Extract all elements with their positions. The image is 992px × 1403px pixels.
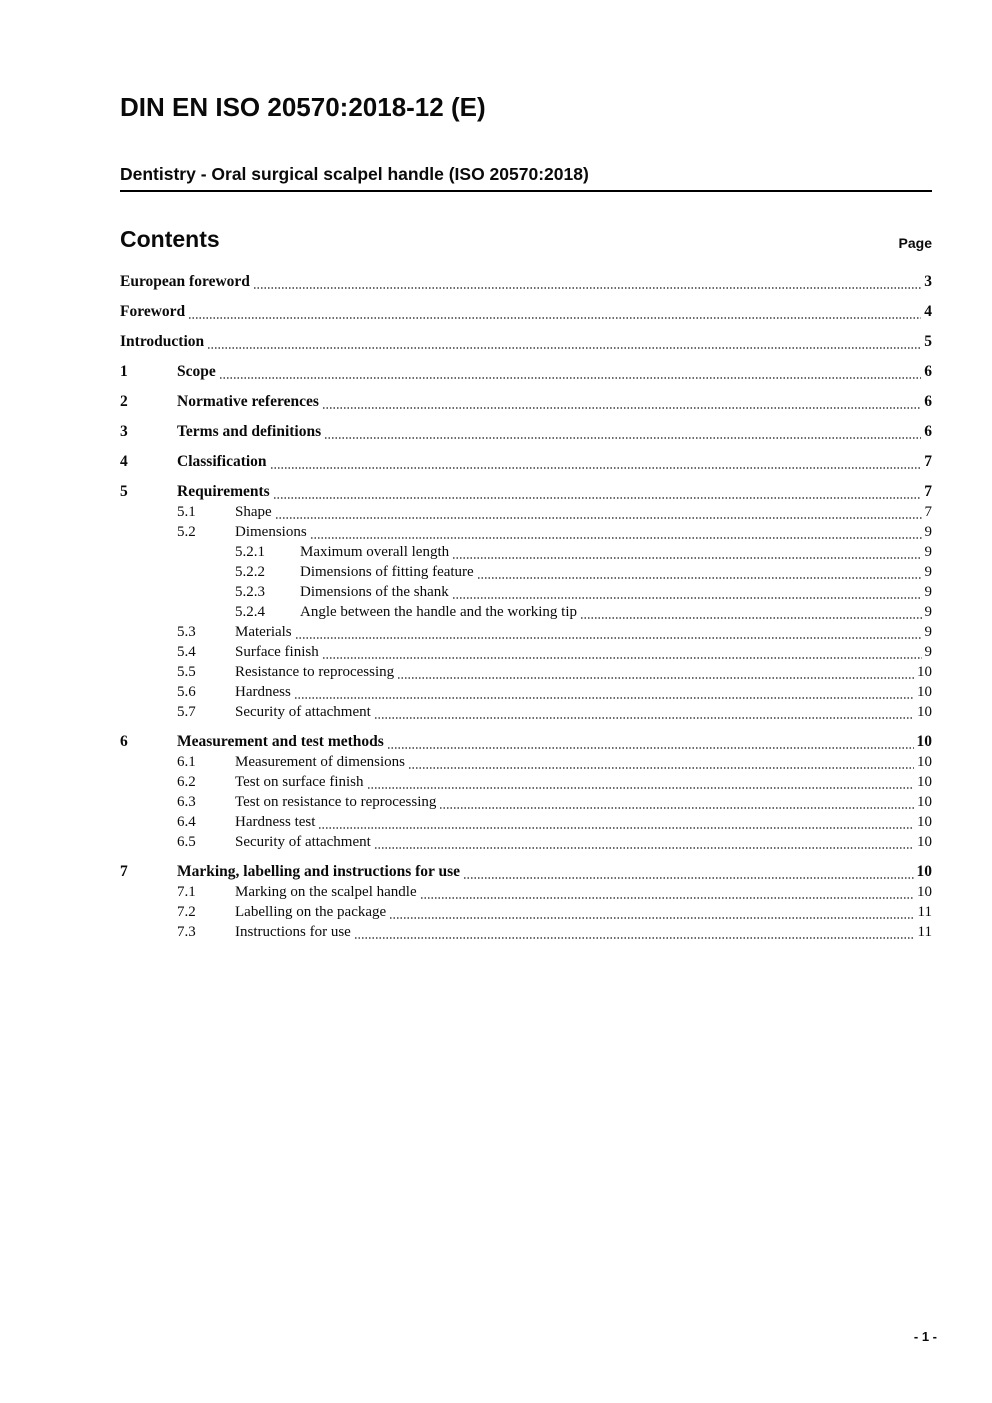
toc-entry[interactable] bbox=[235, 562, 932, 582]
toc-entry[interactable] bbox=[177, 702, 932, 722]
toc-entry-number: 7 bbox=[120, 863, 128, 880]
toc-entry[interactable] bbox=[177, 882, 932, 902]
toc-entry-page: 10 bbox=[917, 814, 932, 830]
toc-entry[interactable] bbox=[177, 752, 932, 772]
toc-entry[interactable] bbox=[177, 642, 932, 662]
toc-entry-title: Hardness bbox=[235, 684, 291, 700]
toc-entry[interactable] bbox=[120, 482, 932, 502]
toc-entry-page: 9 bbox=[924, 524, 932, 540]
toc-entry-number: 5.4 bbox=[177, 644, 196, 660]
toc-entry-page: 3 bbox=[924, 273, 932, 290]
toc-leader-dots bbox=[453, 582, 922, 602]
toc-entry-page: 10 bbox=[916, 863, 932, 880]
toc-entry-title: Foreword bbox=[120, 303, 186, 320]
toc-entry-title: Test on surface finish bbox=[235, 774, 364, 790]
toc-entry-number: 6.3 bbox=[177, 794, 196, 810]
toc-entry-page: 9 bbox=[924, 644, 932, 660]
toc-entry-number: 6.5 bbox=[177, 834, 196, 850]
toc-leader-dots bbox=[208, 332, 921, 352]
toc-entry-title: Test on resistance to reprocessing bbox=[235, 794, 437, 810]
toc-leader-dots bbox=[296, 622, 922, 642]
toc-entry[interactable] bbox=[120, 272, 932, 292]
toc-entry-page: 10 bbox=[916, 733, 932, 750]
toc-entry[interactable] bbox=[120, 392, 932, 412]
toc-leader-dots bbox=[581, 602, 921, 622]
toc-entry-number: 5.7 bbox=[177, 704, 196, 720]
toc-entry-number: 7.3 bbox=[177, 924, 196, 940]
toc-entry-title: Security of attachment bbox=[235, 834, 371, 850]
contents-header-row bbox=[120, 226, 932, 252]
toc-entry-title: Surface finish bbox=[235, 644, 319, 660]
toc-entry-page: 10 bbox=[917, 664, 932, 680]
toc-entry-page: 9 bbox=[924, 544, 932, 560]
toc-leader-dots bbox=[276, 502, 922, 522]
table-of-contents bbox=[120, 272, 932, 942]
toc-entry-number: 5.2.2 bbox=[235, 564, 265, 580]
toc-entry-title: Marking on the scalpel handle bbox=[235, 884, 417, 900]
toc-entry-number: 5.2 bbox=[177, 524, 196, 540]
toc-entry[interactable] bbox=[177, 812, 932, 832]
toc-leader-dots bbox=[274, 482, 922, 502]
toc-leader-dots bbox=[390, 902, 914, 922]
toc-leader-dots bbox=[368, 772, 915, 792]
toc-entry[interactable] bbox=[177, 772, 932, 792]
toc-entry[interactable] bbox=[177, 922, 932, 942]
toc-entry-number: 6.2 bbox=[177, 774, 196, 790]
toc-entry-title: Maximum overall length bbox=[300, 544, 450, 560]
toc-entry-number: 5 bbox=[120, 483, 128, 500]
toc-leader-dots bbox=[295, 682, 914, 702]
toc-entry-number: 2 bbox=[120, 393, 128, 410]
toc-entry-number: 1 bbox=[120, 363, 128, 380]
toc-entry[interactable] bbox=[177, 522, 932, 542]
toc-entry-page: 7 bbox=[924, 453, 932, 470]
toc-entry-number: 5.2.3 bbox=[235, 584, 265, 600]
toc-entry-page: 11 bbox=[917, 924, 932, 940]
toc-entry-number: 3 bbox=[120, 423, 128, 440]
toc-entry-title: Terms and definitions bbox=[177, 423, 322, 440]
toc-entry-number: 5.2.1 bbox=[235, 544, 265, 560]
toc-entry[interactable] bbox=[235, 602, 932, 622]
toc-entry-number: 6.4 bbox=[177, 814, 196, 830]
toc-entry-page: 9 bbox=[924, 624, 932, 640]
doc-subtitle: Dentistry - Oral surgical scalpel handle (ISO 20570:2018) bbox=[120, 164, 932, 192]
toc-entry-title: Requirements bbox=[177, 483, 270, 500]
toc-entry[interactable] bbox=[177, 682, 932, 702]
toc-entry[interactable] bbox=[177, 662, 932, 682]
toc-leader-dots bbox=[311, 522, 922, 542]
toc-entry[interactable] bbox=[177, 622, 932, 642]
toc-entry[interactable] bbox=[177, 792, 932, 812]
toc-leader-dots bbox=[323, 642, 922, 662]
toc-entry-title: Introduction bbox=[120, 333, 205, 350]
toc-entry[interactable] bbox=[120, 332, 932, 352]
toc-entry-page: 9 bbox=[924, 604, 932, 620]
toc-entry-title: Dimensions bbox=[235, 524, 307, 540]
doc-number-title: DIN EN ISO 20570:2018-12 (E) bbox=[120, 92, 486, 122]
toc-leader-dots bbox=[464, 862, 913, 882]
toc-entry-page: 10 bbox=[917, 834, 932, 850]
toc-entry-page: 9 bbox=[924, 564, 932, 580]
toc-leader-dots bbox=[388, 732, 914, 752]
toc-entry-title: Shape bbox=[235, 504, 272, 520]
toc-entry[interactable] bbox=[120, 732, 932, 752]
toc-entry-title: Measurement and test methods bbox=[177, 733, 384, 750]
toc-leader-dots bbox=[478, 562, 922, 582]
toc-entry-title: Marking, labelling and instructions for use bbox=[177, 863, 461, 880]
toc-entry-page: 10 bbox=[917, 704, 932, 720]
toc-entry[interactable] bbox=[120, 452, 932, 472]
page-column-label: Page bbox=[898, 235, 932, 251]
toc-entry-page: 11 bbox=[917, 904, 932, 920]
toc-entry-number: 5.2.4 bbox=[235, 604, 265, 620]
toc-entry[interactable] bbox=[120, 422, 932, 442]
toc-leader-dots bbox=[323, 392, 921, 412]
toc-entry-number: 6 bbox=[120, 733, 128, 750]
toc-leader-dots bbox=[440, 792, 914, 812]
toc-entry[interactable] bbox=[120, 862, 932, 882]
toc-entry-page: 10 bbox=[917, 884, 932, 900]
toc-entry-title: Classification bbox=[177, 453, 267, 470]
toc-entry[interactable] bbox=[177, 832, 932, 852]
toc-entry-page: 7 bbox=[924, 504, 932, 520]
toc-entry-number: 7.1 bbox=[177, 884, 196, 900]
toc-entry[interactable] bbox=[235, 582, 932, 602]
toc-entry-title: Scope bbox=[177, 363, 216, 380]
toc-entry-title: Measurement of dimensions bbox=[235, 754, 405, 770]
toc-leader-dots bbox=[189, 302, 921, 322]
toc-entry-title: Instructions for use bbox=[235, 924, 351, 940]
contents-heading: Contents bbox=[120, 226, 220, 252]
toc-leader-dots bbox=[271, 452, 922, 472]
toc-entry-page: 10 bbox=[917, 794, 932, 810]
toc-entry-title: Labelling on the package bbox=[235, 904, 387, 920]
toc-leader-dots bbox=[325, 422, 921, 442]
toc-leader-dots bbox=[453, 542, 921, 562]
toc-entry-page: 10 bbox=[917, 754, 932, 770]
toc-entry-number: 6.1 bbox=[177, 754, 196, 770]
toc-leader-dots bbox=[355, 922, 915, 942]
toc-entry[interactable] bbox=[177, 502, 932, 522]
toc-entry-page: 9 bbox=[924, 584, 932, 600]
toc-entry[interactable] bbox=[177, 902, 932, 922]
footer-page-number: - 1 - bbox=[913, 1329, 937, 1344]
toc-entry-page: 6 bbox=[924, 423, 932, 440]
toc-entry-page: 10 bbox=[917, 774, 932, 790]
toc-leader-dots bbox=[409, 752, 914, 772]
toc-entry-title: Angle between the handle and the working tip bbox=[300, 604, 578, 620]
toc-entry-number: 5.3 bbox=[177, 624, 196, 640]
toc-entry[interactable] bbox=[235, 542, 932, 562]
toc-entry[interactable] bbox=[120, 362, 932, 382]
toc-entry-number: 5.1 bbox=[177, 504, 196, 520]
toc-leader-dots bbox=[398, 662, 914, 682]
toc-entry-number: 4 bbox=[120, 453, 128, 470]
toc-entry-page: 4 bbox=[924, 303, 932, 320]
toc-leader-dots bbox=[375, 832, 914, 852]
toc-entry[interactable] bbox=[120, 302, 932, 322]
toc-entry-title: Hardness test bbox=[235, 814, 316, 830]
toc-entry-title: Normative references bbox=[177, 393, 319, 410]
toc-entry-number: 7.2 bbox=[177, 904, 196, 920]
toc-leader-dots bbox=[375, 702, 914, 722]
toc-entry-title: Resistance to reprocessing bbox=[235, 664, 395, 680]
toc-entry-number: 5.5 bbox=[177, 664, 196, 680]
toc-entry-title: Security of attachment bbox=[235, 704, 371, 720]
toc-entry-page: 6 bbox=[924, 393, 932, 410]
toc-leader-dots bbox=[254, 272, 921, 292]
toc-entry-number: 5.6 bbox=[177, 684, 196, 700]
toc-entry-title: Dimensions of fitting feature bbox=[300, 564, 474, 580]
toc-entry-page: 5 bbox=[924, 333, 932, 350]
toc-entry-page: 6 bbox=[924, 363, 932, 380]
toc-entry-title: Dimensions of the shank bbox=[300, 584, 449, 600]
toc-leader-dots bbox=[319, 812, 914, 832]
toc-leader-dots bbox=[421, 882, 914, 902]
toc-entry-page: 10 bbox=[917, 684, 932, 700]
toc-entry-page: 7 bbox=[924, 483, 932, 500]
toc-entry-title: Materials bbox=[235, 624, 292, 640]
toc-entry-title: European foreword bbox=[120, 273, 250, 290]
toc-leader-dots bbox=[220, 362, 922, 382]
